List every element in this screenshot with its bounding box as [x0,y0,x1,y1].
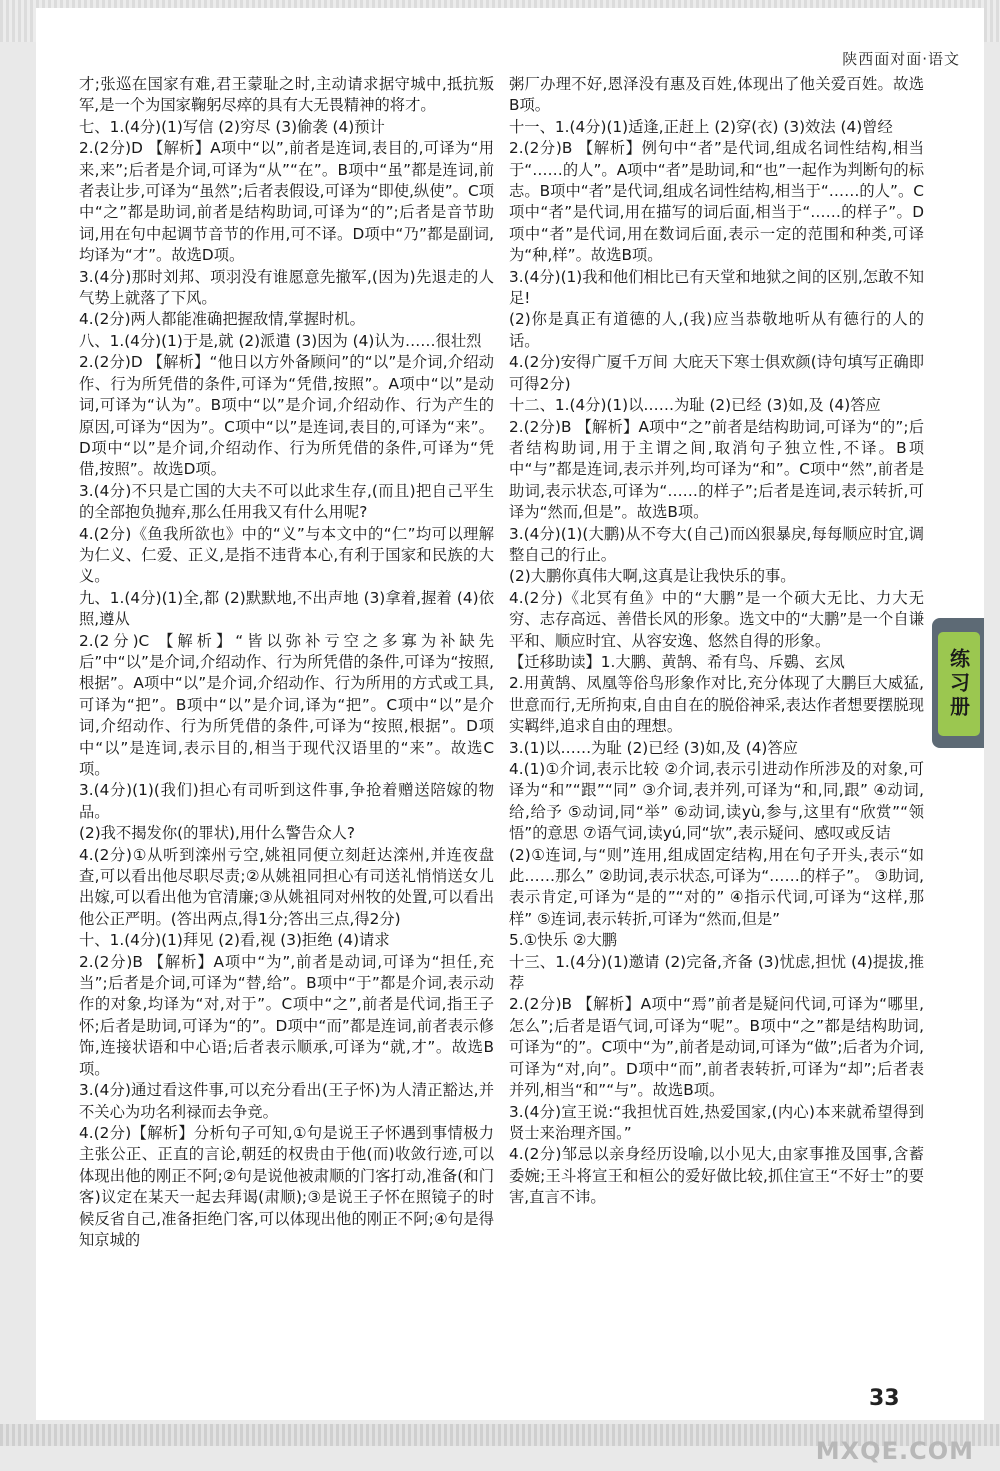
paragraph: 八、1.(4分)(1)于是,就 (2)派遣 (3)因为 (4)认为……很壮烈 [79,331,482,350]
paragraph: 4.(2分)安得广厦千万间 大庇天下寒士俱欢颜(诗句填写正确即可得2分) [509,353,924,393]
watermark: MXQE.COM [815,1437,974,1465]
paragraph: 2.(2分)D 【解析】“他日以方外备顾问”的“以”是介词,介绍动作、行为所凭借的条件,可译为“凭借,按照”。A项中“以”是动词,可译为“认为”。B项中“以”是介词,介绍动作、行为产生的原因,可译为“因为”。C项中“以”是连词,表目的,可译为“来”。D项中“以”是介词,介绍动作、行为所凭借的条件,可译为“凭借,按照”。故选D项。 [79,353,494,479]
paragraph: 3.(4分)(1)(我们)担心有司听到这件事,争抢着赠送陪嫁的物品。 [79,781,494,821]
paragraph: 4.(2分)①从听到滦州亏空,姚祖同便立刻赶达滦州,并连夜盘查,可以看出他尽职尽责;②从姚祖同担心有司送礼悄悄送女儿出嫁,可以看出他为官清廉;③从姚祖同对州牧的处置,可以看出他公正严明。(答出两点,得1分;答出三点,得2分) [79,845,494,928]
right-column [509,74,924,1209]
paragraph: 2.(2分)B 【解析】A项中“焉”前者是疑问代词,可译为“哪里,怎么”;后者是语气词,可译为“呢”。B项中“之”都是结构助词,可译为“的”。C项中“为”,前者是动词,可译为“做”;后者为介词,可译为“对,向”。D项中“而”,前者表转折,可译为“却”;后者表并列,相当“和”“与”。故选B项。 [509,995,924,1100]
paragraph: 九、1.(4分)(1)全,都 (2)默默地,不出声地 (3)拿着,握着 (4)依照,遵从 [79,588,494,629]
paragraph: 【迁移助读】1.大鹏、黄鹄、希有鸟、斥鷃、玄凤 [509,652,845,671]
paragraph: 3.(4分)(1)(大鹏)从不夸大(自己)而凶狠暴戾,每每顺应时宜,调整自己的行止。 [509,524,924,564]
paragraph: 4.(2分)《鱼我所欲也》中的“义”与本文中的“仁”均可以理解为仁义、仁爱、正义,是指不违背本心,有利于国家和民族的大义。 [79,524,494,586]
paragraph: (2)你是真正有道德的人,(我)应当恭敬地听从有德行的人的话。 [509,310,924,350]
side-tab-label: 练习册 [946,648,971,720]
paragraph: 3.(4分)通过看这件事,可以充分看出(王子怀)为人清正豁达,并不关心为功名利禄而去争竞。 [79,1081,494,1121]
paragraph: (2)我不揭发你(的罪状),用什么警告众人? [79,824,356,843]
paragraph: (2)①连词,与“则”连用,组成固定结构,用在句子开头,表示“如此……那么” ②助词,表示状态,可译为“……的样子”。 ③助词,表示肯定,可译为“是的”“对的” ④指示代词,可译为“这样,那样” ⑤连词,表示转折,可译为“然而,但是” [509,845,924,928]
paragraph: 2.(2分)C 【解析】“皆以弥补亏空之多寡为补缺先后”中“以”是介词,介绍动作、行为所凭借的条件,可译为“按照,根据”。A项中“以”是介词,介绍动作、行为所用的方式或工具,可译为“把”。B项中“以”是介词,译为“把”。C项中“以”是介词,介绍动作、行为所凭借的条件,可译为“按照,根据”。D项中“以”是连词,表示目的,相当于现代汉语里的“来”。故选C项。 [79,631,494,778]
side-tab-label-box [938,632,980,736]
paragraph: 2.(2分)D 【解析】A项中“以”,前者是连词,表目的,可译为“用来,来”;后者是介词,可译为“从”“在”。B项中“虽”都是连词,前者表让步,可译为“虽然”;后者表假设,可译为“即使,纵使”。C项中“之”都是助词,前者是结构助词,可译为“的”;后者是音节助词,用在句中起调节音节的作用,可不译。D项中“乃”都是副词,均译为“才”。故选D项。 [79,139,494,265]
paragraph: 粥厂办理不好,恩泽没有惠及百姓,体现出了他关爱百姓。故选B项。 [509,75,924,115]
paragraph: 4.(2分)两人都能准确把握敌情,掌握时机。 [79,310,365,329]
paragraph: 4.(1)①介词,表示比较 ②介词,表示引进动作所涉及的对象,可译为“和”“跟”“同” ③介词,表并列,可译为“和,同,跟” ④动词,给,给予 ⑤动词,同“举” ⑥动词,读yù,参与,这里有“欣赏”“领悟”的意思 ⑦语气词,读yú,同“欤”,表示疑问、感叹或反诘 [509,760,924,843]
page-number: 33 [869,1386,900,1411]
paragraph: 4.(2分)《北冥有鱼》中的“大鹏”是一个硕大无比、力大无穷、志存高远、善借长风的形象。选文中的“大鹏”是一个自谦平和、顺应时宜、从容安逸、悠然自得的形象。 [509,588,924,650]
paragraph: (2)大鹏你真伟大啊,这真是让我快乐的事。 [509,567,796,586]
paragraph: 3.(4分)不只是亡国的大夫不可以此求生存,(而且)把自己平生的全部抱负抛弃,那么任用我又有什么用呢? [79,481,495,522]
paragraph: 3.(4分)(1)我和他们相比已有天堂和地狱之间的区别,怎敢不知足! [509,267,924,308]
paragraph: 4.(2分)【解析】分析句子可知,①句是说王子怀遇到事情极力主张公正、正直的言论,朝廷的权贵由于他(而)收敛行迹,可以体现出他的刚正不阿;②句是说他被肃顺的门客打动,准备(和门客)议定在某天一起去拜谒(肃顺);③是说王子怀在照镜子的时候反省自己,准备拒绝门客,可以体现出他的刚正不阿;④句是得知京城的 [79,1123,494,1249]
paragraph: 十三、1.(4分)(1)邀请 (2)完备,齐备 (3)忧虑,担忧 (4)提拔,推荐 [509,952,924,993]
paragraph: 5.①快乐 ②大鹏 [509,931,618,950]
paragraph: 十二、1.(4分)(1)以……为耻 (2)已经 (3)如,及 (4)答应 [509,396,881,415]
paragraph: 十一、1.(4分)(1)适逢,正赶上 (2)穿(衣) (3)效法 (4)曾经 [509,117,893,136]
paragraph: 才;张巡在国家有难,君王蒙耻之时,主动请求据守城中,抵抗叛军,是一个为国家鞠躬尽瘁的具有大无畏精神的将才。 [79,75,494,115]
paragraph: 3.(4分)那时刘邦、项羽没有谁愿意先撤军,(因为)先退走的人气势上就落了下风。 [79,267,495,308]
paragraph: 七、1.(4分)(1)写信 (2)穷尽 (3)偷袭 (4)预计 [79,117,385,136]
paragraph: 2.(2分)B 【解析】A项中“之”前者是结构助词,可译为“的”;后者结构助词,用于主谓之间,取消句子独立性,不译。B项中“与”都是连词,表示并列,均可译为“和”。C项中“然”,前者是助词,表示状态,可译为“……的样子”;后者是连词,表示转折,可译为“然而,但是”。故选B项。 [509,417,924,522]
left-column [79,74,494,1251]
page-header: 陕西面对面·语文 [842,50,960,68]
paragraph: 2.用黄鹄、凤凰等俗鸟形象作对比,充分体现了大鹏巨大威猛,世意而行,无所拘束,自由自在的脱俗神采,表达作者想要摆脱现实羁绊,追求自由的理想。 [509,674,924,736]
paragraph: 3.(1)以……为耻 (2)已经 (3)如,及 (4)答应 [509,738,798,757]
paragraph: 十、1.(4分)(1)拜见 (2)看,视 (3)拒绝 (4)请求 [79,931,390,950]
paragraph: 2.(2分)B 【解析】A项中“为”,前者是动词,可译为“担任,充当”;后者是介词,可译为“替,给”。B项中“于”都是介词,表示动作的对象,均译为“对,对于”。C项中“之”,前者是代词,指王子怀;后者是助词,可译为“的”。D项中“而”都是连词,前者表示修饰,连接状语和中心语;后者表示顺承,可译为“就,才”。故选B项。 [79,952,494,1078]
paragraph: 2.(2分)B 【解析】例句中“者”是代词,组成名词性结构,相当于“……的人”。A项中“者”是助词,和“也”一起作为判断句的标志。B项中“者”是代词,组成名词性结构,相当于“……的人”。C项中“者”是代词,用在描写的词后面,相当于“……的样子”。D项中“者”是代词,用在数词后面,表示一定的范围和种类,可译为“种,样”。故选B项。 [509,139,924,265]
paragraph: 3.(4分)宣王说:“我担忧百姓,热爱国家,(内心)本来就希望得到贤士来治理齐国。” [509,1102,924,1142]
paragraph: 4.(2分)邹忌以亲身经历设喻,以小见大,由家事推及国事,含蓄委婉;王斗将宣王和桓公的爱好做比较,抓住宣王“不好士”的要害,直言不讳。 [509,1145,924,1207]
section-side-tab [932,618,984,748]
